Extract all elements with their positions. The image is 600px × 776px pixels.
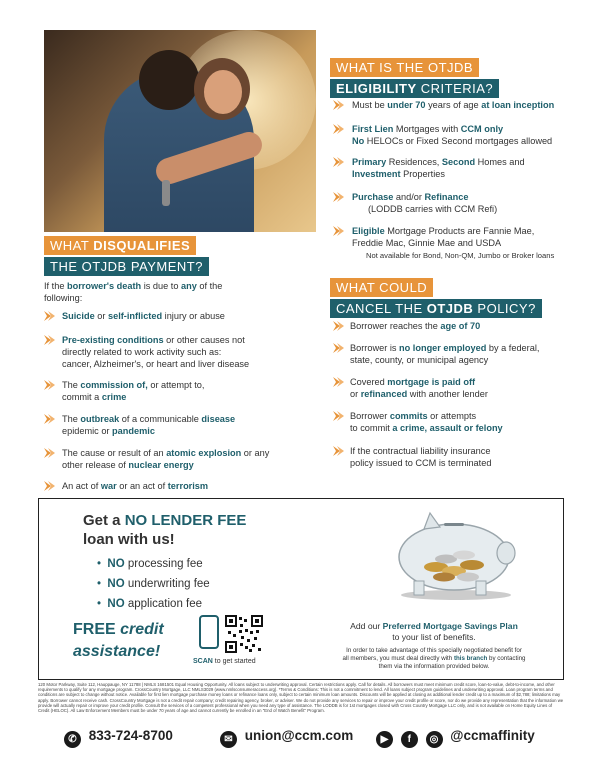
email-icon: ✉ bbox=[220, 731, 237, 748]
phone-contact[interactable]: ✆ 833-724-8700 bbox=[64, 728, 173, 748]
free-credit-assistance: FREE credit assistance! bbox=[73, 621, 164, 660]
promo-fee-list bbox=[97, 554, 210, 614]
cancel-title-line2: CANCEL THE OTJDB POLICY? bbox=[330, 299, 542, 318]
arrow-bullet-icon bbox=[333, 124, 343, 134]
arrow-bullet-icon bbox=[333, 100, 343, 110]
disqualifies-item-3: The commission of, or attempt to, commit a crime bbox=[62, 380, 205, 402]
cancel-item-4: Borrower commits or attempts to commit a crime, assault or felony bbox=[350, 411, 503, 433]
cancel-title-line1: WHAT COULD bbox=[330, 278, 433, 297]
disqualifies-item-1: Suicide or self-inflicted injury or abuse bbox=[62, 311, 225, 321]
savings-plan-note: In order to take advantage of this specially negotiated benefit for all members, you must deal directly with this branch by contacting them via the information provided below. bbox=[342, 647, 526, 670]
cancel-title bbox=[330, 278, 542, 318]
disqualifies-intro: If the borrower's death is due to any of the following: bbox=[44, 281, 223, 303]
promo-fee-item-2: • NO underwriting fee bbox=[97, 578, 210, 590]
eligibility-item-4: Purchase and/or Refinance (LODDB carries with CCM Refi) bbox=[352, 192, 498, 214]
arrow-bullet-icon bbox=[44, 414, 54, 424]
disqualifies-item-5: The cause or result of an atomic explosion or any other release of nuclear energy bbox=[62, 448, 270, 470]
eligibility-item-1: Must be under 70 years of age at loan inception bbox=[352, 100, 555, 110]
social-contact[interactable]: ▶ f ◎ @ccmaffinity bbox=[376, 728, 535, 748]
eligibility-item-2: First Lien Mortgages with CCM only No HELOCs or Fixed Second mortgages allowed bbox=[352, 124, 553, 146]
eligibility-title-line2: ELIGIBILITY CRITERIA? bbox=[330, 79, 499, 98]
arrow-bullet-icon bbox=[333, 157, 343, 167]
cancel-item-2: Borrower is no longer employed by a federal, state, county, or municipal agency bbox=[350, 343, 540, 365]
disclaimer-fine-print: 120 Motor Parkway, Suite 112, Hauppauge, NY 11788 | NMLS 1681501 Equal Housing Opportunity. All loans subject to underwriting approval. Certain restrictions apply. Call for details. All borrowers must meet minimum credit score, loan-to-value, debt-to-income, and other requirements to qualify for any mortgage program. CrossCountry Mortgage, LLC NMLS3029 (www.nmlsconsumeraccess.org). *Terms & Conditions: This is not a commitment to lend. All loans subject program guidelines and underwriting approval. Loan program terms and conditions are subject to change without notice. Available for first lien mortgage purchase money loans or refinance loans only, subject to certain minimum loan amounts. Discounts will be applied at closing as additional lender credit up to a maximum of $2,788; limitations may apply. Borrower cannot receive cash. CrossCountry Mortgage is not a credit repair company; credit repairing agency, broker, or adviser. We do not provide any services to repair or improve your credit profile or score, nor do we provide any representation that the information we provide will actually repair or improve your credit profile. Consult the services of a competent professional when you need any type of assistance. The LODDB is for 1st mortgages closed with Cross Country Mortgage LLC only, and is not available on Home Equity Lines of Credit (HELOC). All Law Enforcement Members must be under 70 years of age and cannot currently be enrolled in an "End of Watch Benefit" Program. bbox=[38, 682, 564, 714]
hero-photo-couple-hugging bbox=[44, 30, 316, 232]
promo-box bbox=[38, 498, 564, 680]
qr-code[interactable] bbox=[225, 615, 263, 653]
arrow-bullet-icon bbox=[333, 226, 343, 236]
disqualifies-item-6: An act of war or an act of terrorism bbox=[62, 481, 209, 491]
promo-fee-item-1: • NO processing fee bbox=[97, 558, 203, 570]
arrow-bullet-icon bbox=[333, 192, 343, 202]
arrow-bullet-icon bbox=[333, 411, 343, 421]
email-contact[interactable]: ✉ union@ccm.com bbox=[220, 728, 353, 748]
arrow-bullet-icon bbox=[333, 343, 343, 353]
instagram-icon[interactable]: ◎ bbox=[426, 731, 443, 748]
arrow-bullet-icon bbox=[333, 321, 343, 331]
promo-fee-item-3: • NO application fee bbox=[97, 598, 203, 610]
piggy-bank-coins-image bbox=[384, 507, 524, 602]
cancel-item-3: Covered mortgage is paid off or refinanced with another lender bbox=[350, 377, 488, 399]
arrow-bullet-icon bbox=[333, 446, 343, 456]
disqualifies-title-line2: THE OTJDB PAYMENT? bbox=[44, 257, 209, 276]
arrow-bullet-icon bbox=[44, 448, 54, 458]
phone-icon bbox=[199, 615, 219, 649]
arrow-bullet-icon bbox=[44, 380, 54, 390]
disqualifies-item-2: Pre-existing conditions or other causes not directly related to work activity such as: cancer, Alzheimer's, or heart and liver disease bbox=[62, 335, 250, 369]
facebook-icon[interactable]: f bbox=[401, 731, 418, 748]
eligibility-title-line1: WHAT IS THE OTJDB bbox=[330, 58, 479, 77]
phone-icon: ✆ bbox=[64, 731, 81, 748]
scan-label: SCAN to get started bbox=[193, 658, 256, 665]
disqualifies-title bbox=[44, 236, 209, 276]
savings-plan-text: Add our Preferred Mortgage Savings Plan to your list of benefits. bbox=[350, 621, 518, 642]
arrow-bullet-icon bbox=[44, 481, 54, 491]
eligibility-item-5: Eligible Mortgage Products are Fannie Mae, Freddie Mac, Ginnie Mae and USDA Not available for Bond, Non-QM, Jumbo or Broker loans bbox=[352, 226, 555, 260]
disqualifies-item-4: The outbreak of a communicable disease epidemic or pandemic bbox=[62, 414, 236, 436]
eligibility-title bbox=[330, 58, 499, 98]
cancel-item-5: If the contractual liability insurance policy issued to CCM is terminated bbox=[350, 446, 492, 468]
arrow-bullet-icon bbox=[333, 377, 343, 387]
promo-headline: Get a NO LENDER FEE loan with us! bbox=[83, 512, 247, 548]
arrow-bullet-icon bbox=[44, 311, 54, 321]
cancel-item-1: Borrower reaches the age of 70 bbox=[350, 321, 481, 331]
eligibility-item-3: Primary Residences, Second Homes and Investment Properties bbox=[352, 157, 525, 179]
disqualifies-title-line1: WHAT DISQUALIFIES bbox=[44, 236, 196, 255]
arrow-bullet-icon bbox=[44, 335, 54, 345]
youtube-icon[interactable]: ▶ bbox=[376, 731, 393, 748]
